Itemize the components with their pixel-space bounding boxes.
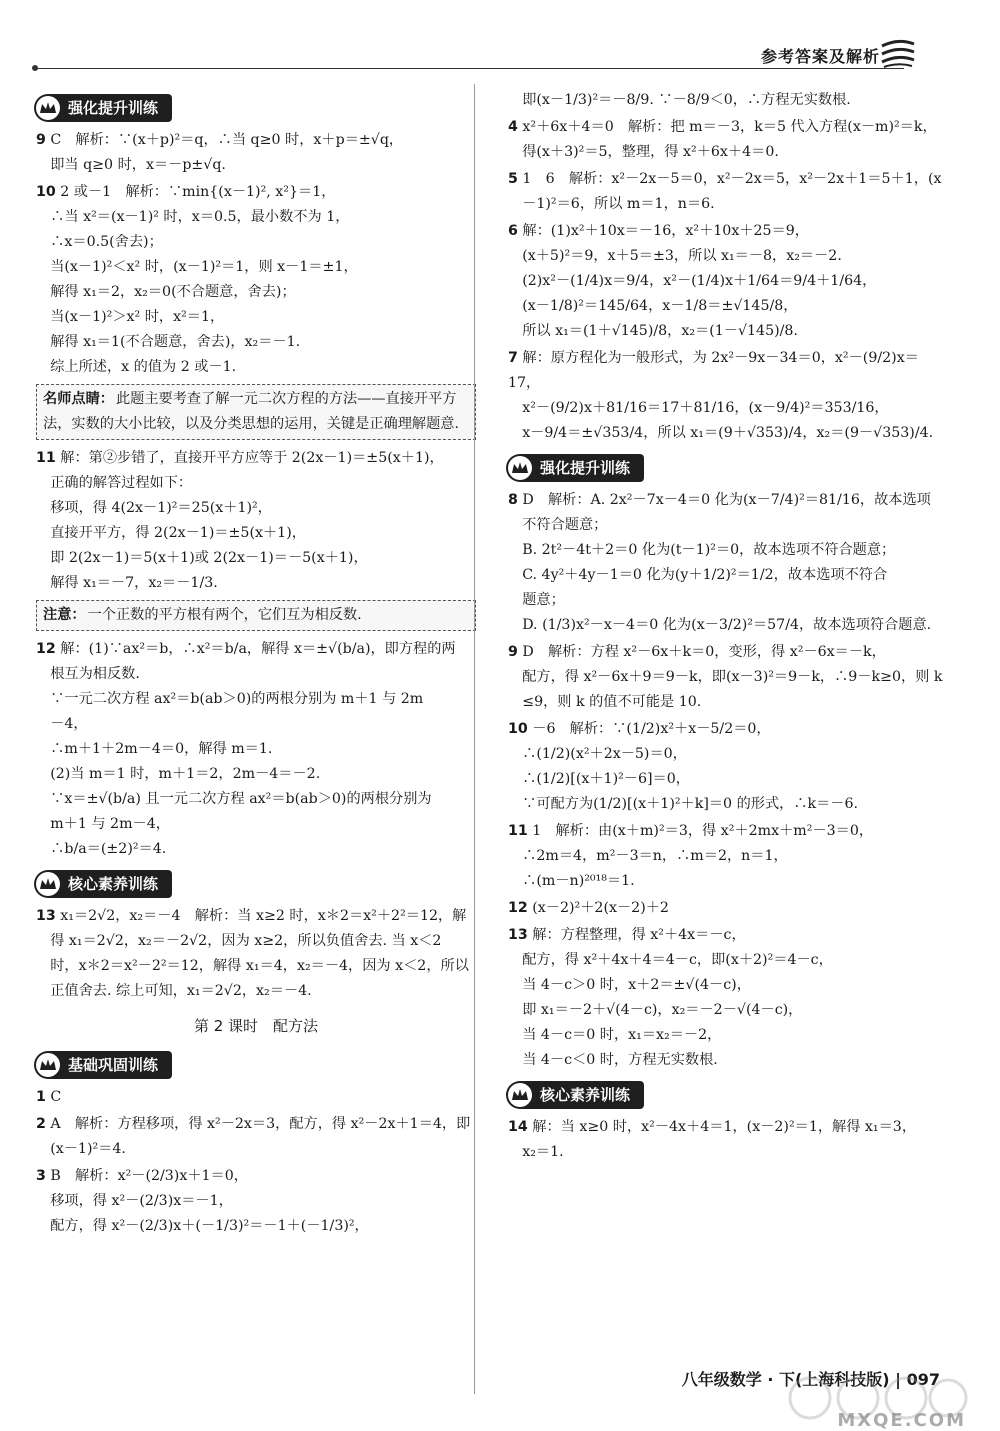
- answer-line: [36, 979, 476, 1004]
- note-label: 注意：: [43, 607, 86, 623]
- answer-line: [508, 115, 948, 140]
- section-heading: [34, 870, 172, 898]
- section-title: 强化提升训练: [68, 98, 159, 117]
- answer-line: [508, 1140, 948, 1165]
- answer-text: 所以 x₁＝(1＋√145)/8，x₂＝(1－√145)/8.: [508, 323, 798, 339]
- answer-text: (x－1/8)²＝145/64，x－1/8＝±√145/8，: [508, 298, 798, 314]
- answer-line: [508, 319, 948, 344]
- answer-text: 解：(1)x²＋10x＝－16，x²＋10x＋25＝9，: [522, 223, 809, 239]
- answer-line: [36, 128, 476, 153]
- answer-text: x₂＝1.: [508, 1144, 564, 1160]
- answer-number: 2: [36, 1116, 46, 1132]
- answer-item: [36, 1112, 476, 1162]
- answer-line: [36, 471, 476, 496]
- answer-item: [508, 640, 948, 715]
- answer-item: [508, 896, 948, 921]
- answer-text: 移项，得 x²－(2/3)x＝－1，: [36, 1193, 233, 1209]
- answer-text: x₁＝2√2，x₂＝－4 解析：当 x≥2 时，x＊2＝x²＋2²＝12，解: [60, 908, 467, 924]
- answer-text: 配方，得 x²－(2/3)x＋(－1/3)²＝－1＋(－1/3)²，: [36, 1218, 369, 1234]
- answer-text: 直接开平方，得 2(2x－1)＝±5(x＋1)，: [36, 525, 306, 541]
- answer-number: 6: [508, 223, 518, 239]
- answer-line: [508, 973, 948, 998]
- lesson-title: 第 2 课时 配方法: [193, 1017, 319, 1035]
- answer-text: 解：方程整理，得 x²＋4x＝－c，: [532, 927, 746, 943]
- answer-text: ∴(1/2)(x²＋2x－5)＝0，: [508, 746, 687, 762]
- answer-text: 1 解析：由(x＋m)²＝3，得 x²＋2mx＋m²－3＝0，: [532, 823, 874, 839]
- answer-number: 11: [36, 450, 56, 466]
- answer-line: [36, 255, 476, 280]
- answer-number: 13: [36, 908, 56, 924]
- answer-line: [36, 571, 476, 596]
- answer-line: [36, 496, 476, 521]
- answer-number: 10: [508, 721, 528, 737]
- answer-line: [36, 1137, 476, 1162]
- answer-line: [508, 563, 948, 588]
- answer-text: 2 或－1 解析：∵min{(x－1)², x²}＝1，: [60, 184, 336, 200]
- answer-line: [36, 1085, 476, 1110]
- answer-text: 解得 x₁＝1(不合题意，舍去)，x₂＝－1.: [36, 334, 301, 350]
- answer-line: [508, 421, 948, 446]
- answer-line: [36, 330, 476, 355]
- answer-text: D 解析：方程 x²－6x＋k＝0，变形，得 x²－6x＝－k，: [522, 644, 886, 660]
- section-heading: [506, 1081, 644, 1109]
- answer-line: [36, 230, 476, 255]
- answer-line: [36, 1189, 476, 1214]
- answer-text: C: [50, 1089, 62, 1105]
- answer-item: [508, 1115, 948, 1165]
- answer-item: [36, 446, 476, 596]
- answer-text: ∴当 x²＝(x－1)² 时，x＝0.5，最小数不为 1，: [36, 209, 350, 225]
- answer-number: 13: [508, 927, 528, 943]
- answer-line: [508, 192, 948, 217]
- answer-item: [508, 346, 948, 446]
- answer-text: C 解析：∵(x＋p)²＝q，∴当 q≥0 时，x＋p＝±√q，: [50, 132, 404, 148]
- answer-text: 题意；: [508, 592, 565, 608]
- answer-line: [36, 904, 476, 929]
- answer-text: 当(x－1)²＜x² 时，(x－1)²＝1，则 x－1＝±1，: [36, 259, 358, 275]
- answer-text: ∵可配方为(1/2)[(x＋1)²＋k]＝0 的形式，∴k＝－6.: [508, 796, 859, 812]
- answer-line: [508, 219, 948, 244]
- answer-text: (2)x²－(1/4)x＝9/4，x²－(1/4)x＋1/64＝9/4＋1/64，: [508, 273, 877, 289]
- answer-line: [508, 538, 948, 563]
- section-crown-icon: [508, 456, 532, 480]
- answer-text: 移项，得 4(2x－1)²＝25(x＋1)²，: [36, 500, 272, 516]
- answer-line: [508, 346, 948, 396]
- answer-text: C. 4y²＋4y－1＝0 化为(y＋1/2)²＝1/2，故本选项不符合: [508, 567, 888, 583]
- answer-line: [508, 513, 948, 538]
- answer-line: [508, 819, 948, 844]
- answer-number: 11: [508, 823, 528, 839]
- section-title: 核心素养训练: [68, 874, 159, 893]
- answer-text: 根互为相反数.: [36, 666, 140, 682]
- answer-line: [508, 488, 948, 513]
- answer-line: [508, 948, 948, 973]
- answer-text: ∴b/a＝(±2)²＝4.: [36, 841, 167, 857]
- answer-line: [36, 637, 476, 662]
- answer-text: B. 2t²－4t＋2＝0 化为(t－1)²＝0，故本选项不符合题意；: [508, 542, 896, 558]
- answer-item: [36, 637, 476, 862]
- answer-number: 5: [508, 171, 518, 187]
- section-heading: [34, 94, 172, 122]
- answer-text: 即 2(2x－1)＝5(x＋1)或 2(2x－1)＝－5(x＋1)，: [36, 550, 368, 566]
- answer-text: A 解析：方程移项，得 x²－2x＝3，配方，得 x²－2x＋1＝4，即: [50, 1116, 471, 1132]
- answer-line: [508, 742, 948, 767]
- answer-line: [508, 396, 948, 421]
- answer-text: 综上所述，x 的值为 2 或－1.: [36, 359, 237, 375]
- note-label: 名师点睛：: [43, 391, 114, 407]
- answer-item: [36, 1085, 476, 1110]
- answer-number: 1: [36, 1089, 46, 1105]
- answer-line: [508, 613, 948, 638]
- answer-line: [508, 717, 948, 742]
- answer-line: [36, 521, 476, 546]
- answer-text: ∴(m－n)²⁰¹⁸＝1.: [508, 873, 635, 889]
- answer-text: ∴m＋1＋2m－4＝0，解得 m＝1.: [36, 741, 273, 757]
- answer-item: [508, 115, 948, 165]
- page-footer: 八年级数学 · 下(上海科技版) | 097: [681, 1370, 940, 1389]
- section-crown-icon: [508, 1083, 532, 1107]
- answer-line: [36, 954, 476, 979]
- answer-text: 解：当 x≥0 时，x²－4x＋4＝1，(x－2)²＝1，解得 x₁＝3，: [532, 1119, 917, 1135]
- answer-text: (x－2)²＋2(x－2)＋2: [532, 900, 669, 916]
- answer-text: 即 x₁＝－2＋√(4－c)，x₂＝－2－√(4－c)，: [508, 1002, 803, 1018]
- answer-text: 正值舍去. 综上可知，x₁＝2√2，x₂＝－4.: [36, 983, 312, 999]
- answer-text: 当 4－c＞0 时，x＋2＝±√(4－c)，: [508, 977, 751, 993]
- answer-text: －4，: [36, 716, 88, 732]
- answer-item: [508, 88, 948, 113]
- book-stack-icon: [880, 36, 916, 72]
- answer-text: B 解析：x²－(2/3)x＋1＝0，: [50, 1168, 248, 1184]
- answer-text: 1 6 解析：x²－2x－5＝0，x²－2x＝5，x²－2x＋1＝5＋1，(x: [522, 171, 942, 187]
- answer-text: 解得 x₁＝－7，x₂＝－1/3.: [36, 575, 218, 591]
- answer-text: －1)²＝6，所以 m＝1，n＝6.: [508, 196, 715, 212]
- answer-number: 10: [36, 184, 56, 200]
- answer-text: 当 4－c＜0 时，方程无实数根.: [508, 1052, 718, 1068]
- answer-text: 即当 q≥0 时，x＝－p±√q.: [36, 157, 226, 173]
- answer-text: 不符合题意；: [508, 517, 608, 533]
- answer-line: [508, 640, 948, 665]
- answer-line: [508, 869, 948, 894]
- answer-text: 正确的解答过程如下：: [36, 475, 193, 491]
- answer-line: [508, 294, 948, 319]
- answer-text: ∵一元二次方程 ax²＝b(ab＞0)的两根分别为 m＋1 与 2m: [36, 691, 424, 707]
- answer-line: [508, 923, 948, 948]
- answer-line: [36, 205, 476, 230]
- answer-item: [508, 488, 948, 638]
- answer-line: [36, 1164, 476, 1189]
- answer-line: [36, 737, 476, 762]
- answer-text: ≤9，则 k 的值不可能是 10.: [508, 694, 702, 710]
- answer-item: [508, 819, 948, 894]
- answer-line: [508, 844, 948, 869]
- answer-text: x²＋6x＋4＝0 解析：把 m＝－3，k＝5 代入方程(x－m)²＝k，: [522, 119, 937, 135]
- answer-line: [508, 767, 948, 792]
- answer-text: 解：第②步错了，直接开平方应等于 2(2x－1)＝±5(x＋1)，: [60, 450, 444, 466]
- answer-line: [508, 167, 948, 192]
- answer-line: [36, 812, 476, 837]
- teacher-note: [36, 384, 476, 440]
- answer-line: [508, 1115, 948, 1140]
- answer-text: 即(x－1/3)²＝－8/9. ∵－8/9＜0，∴方程无实数根.: [508, 92, 851, 108]
- answer-line: [36, 787, 476, 812]
- answer-line: [36, 762, 476, 787]
- answer-line: [36, 153, 476, 178]
- answer-text: x²－(9/2)x＋81/16＝17＋81/16，(x－9/4)²＝353/16，: [508, 400, 889, 416]
- section-crown-icon: [36, 872, 60, 896]
- section-crown-icon: [36, 1053, 60, 1077]
- answer-number: 7: [508, 350, 518, 366]
- answer-text: 得(x＋3)²＝5，整理，得 x²＋6x＋4＝0.: [508, 144, 779, 160]
- answer-item: [36, 904, 476, 1004]
- answer-line: [508, 88, 948, 113]
- note-text: 一个正数的平方根有两个，它们互为相反数.: [87, 607, 362, 623]
- answer-line: [508, 269, 948, 294]
- answer-number: 9: [508, 644, 518, 660]
- answer-line: [508, 1048, 948, 1073]
- answer-text: (2)当 m＝1 时，m＋1＝2，2m－4＝－2.: [36, 766, 321, 782]
- answer-line: [36, 837, 476, 862]
- answer-line: [36, 180, 476, 205]
- answer-text: 当 4－c＝0 时，x₁＝x₂＝－2，: [508, 1027, 722, 1043]
- answer-item: [508, 167, 948, 217]
- answer-line: [508, 896, 948, 921]
- answer-line: [36, 546, 476, 571]
- answer-number: 4: [508, 119, 518, 135]
- page-header: [0, 0, 1000, 78]
- answer-item: [508, 219, 948, 344]
- answer-text: D. (1/3)x²－x－4＝0 化为(x－3/2)²＝57/4，故本选项符合题意.: [508, 617, 932, 633]
- answer-line: [36, 280, 476, 305]
- answer-line: [36, 1214, 476, 1239]
- answer-number: 3: [36, 1168, 46, 1184]
- answer-line: [36, 1112, 476, 1137]
- answer-text: ∴2m＝4，m²－3＝n，∴m＝2，n＝1，: [508, 848, 788, 864]
- answer-text: ∵x＝±√(b/a) 且一元二次方程 ax²＝b(ab＞0)的两根分别为: [36, 791, 432, 807]
- column-divider: [474, 84, 475, 1394]
- answer-item: [36, 1164, 476, 1239]
- answer-line: [508, 690, 948, 715]
- answer-item: [508, 923, 948, 1073]
- section-title: 强化提升训练: [540, 458, 631, 477]
- header-rule: [36, 68, 904, 69]
- answer-line: [508, 244, 948, 269]
- answer-text: (x－1)²＝4.: [36, 1141, 126, 1157]
- answer-line: [36, 446, 476, 471]
- section-title: 基础巩固训练: [68, 1055, 159, 1074]
- answer-text: ∴(1/2)[(x＋1)²－6]＝0，: [508, 771, 690, 787]
- answer-number: 14: [508, 1119, 528, 1135]
- right-column: [508, 88, 948, 1167]
- note-text: 此题主要考查了解一元二次方程的方法——直接开平方法，实数的大小比较，以及分类思想的运用，关键是正确理解题意.: [43, 391, 459, 432]
- answer-item: [36, 180, 476, 380]
- answer-line: [36, 687, 476, 712]
- answer-line: [508, 588, 948, 613]
- teacher-note: [36, 600, 476, 631]
- answer-number: 12: [508, 900, 528, 916]
- answer-text: 解：(1)∵ax²＝b，∴x²＝b/a，解得 x＝±√(b/a)，即方程的两: [60, 641, 456, 657]
- section-crown-icon: [36, 96, 60, 120]
- answer-item: [508, 717, 948, 817]
- section-heading: [34, 1051, 172, 1079]
- section-title: 核心素养训练: [540, 1085, 631, 1104]
- answer-text: m＋1 与 2m－4，: [36, 816, 170, 832]
- answer-number: 12: [36, 641, 56, 657]
- answer-line: [508, 1023, 948, 1048]
- answer-text: x－9/4＝±√353/4，所以 x₁＝(9＋√353)/4，x₂＝(9－√353)/4.: [508, 425, 934, 441]
- header-title: 参考答案及解析: [760, 47, 880, 66]
- answer-text: 配方，得 x²－6x＋9＝9－k，即(x－3)²＝9－k，∴9－k≥0，则 k: [508, 669, 943, 685]
- answer-number: 9: [36, 132, 46, 148]
- answer-line: [36, 662, 476, 687]
- answer-line: [36, 712, 476, 737]
- answer-line: [508, 665, 948, 690]
- left-column: [36, 88, 476, 1241]
- answer-item: [36, 128, 476, 178]
- answer-text: 时，x＊2＝x²－2²＝12，解得 x₁＝4，x₂＝－4，因为 x＜2，所以: [36, 958, 469, 974]
- section-heading: [506, 454, 644, 482]
- answer-line: [508, 140, 948, 165]
- answer-text: 当(x－1)²＞x² 时，x²＝1，: [36, 309, 225, 325]
- answer-text: ∴x＝0.5(舍去)；: [36, 234, 163, 250]
- answer-line: [36, 929, 476, 954]
- answer-text: 配方，得 x²＋4x＋4＝4－c，即(x＋2)²＝4－c，: [508, 952, 833, 968]
- answer-text: (x＋5)²＝9，x＋5＝±3，所以 x₁＝－8，x₂＝－2.: [508, 248, 842, 264]
- answer-line: [508, 792, 948, 817]
- answer-line: [508, 998, 948, 1023]
- answer-number: 8: [508, 492, 518, 508]
- answer-text: －6 解析：∵(1/2)x²＋x－5/2＝0，: [532, 721, 771, 737]
- answer-text: D 解析：A. 2x²－7x－4＝0 化为(x－7/4)²＝81/16，故本选项: [522, 492, 931, 508]
- answer-text: 得 x₁＝2√2，x₂＝－2√2，因为 x≥2，所以负值舍去. 当 x＜2: [36, 933, 442, 949]
- answer-text: 解得 x₁＝2，x₂＝0(不合题意，舍去)；: [36, 284, 296, 300]
- watermark-text: MXQE.COM: [837, 1410, 966, 1431]
- answer-line: [36, 305, 476, 330]
- answer-line: [36, 355, 476, 380]
- answer-text: 解：原方程化为一般形式，为 2x²－9x－34＝0，x²－(9/2)x＝17，: [508, 350, 919, 391]
